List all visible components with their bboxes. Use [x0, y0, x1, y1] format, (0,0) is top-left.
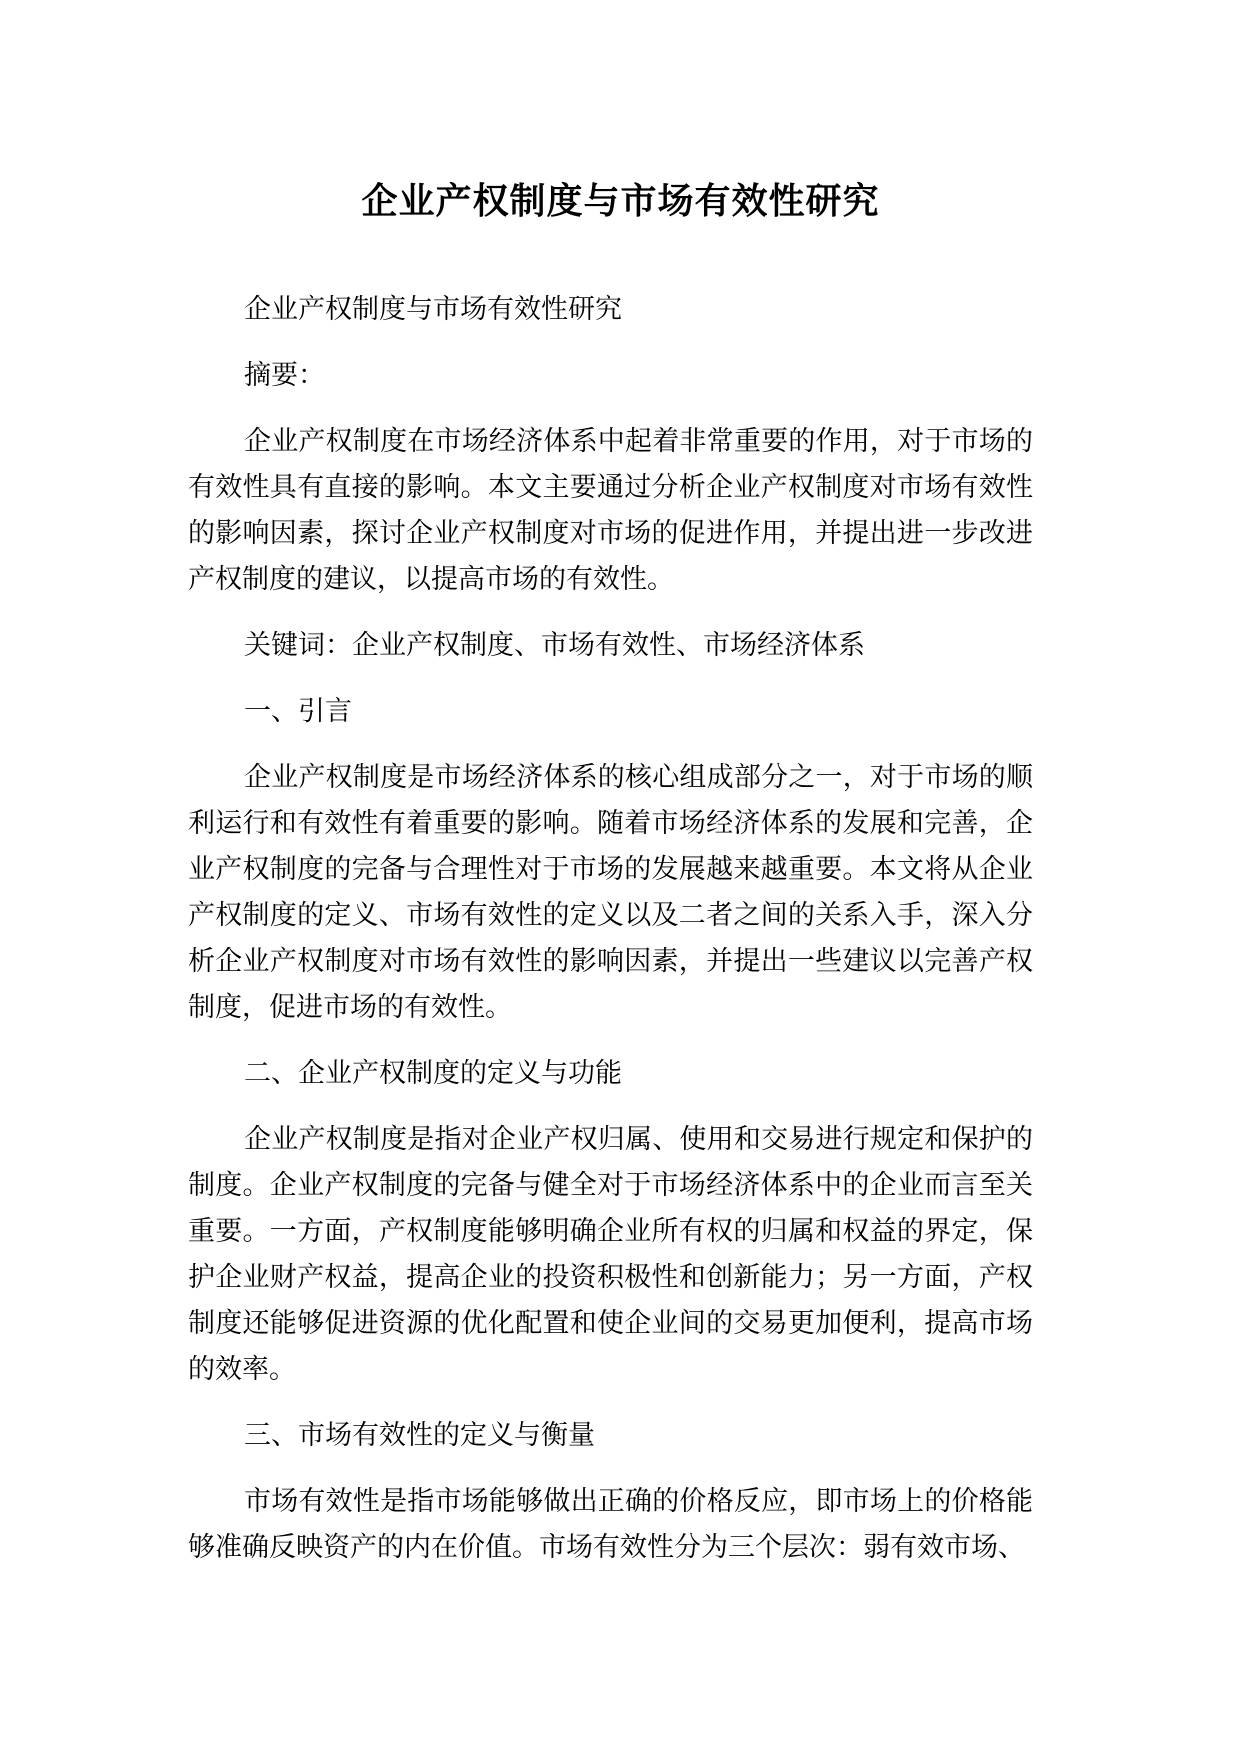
- subtitle-paragraph: 企业产权制度与市场有效性研究: [244, 294, 622, 325]
- abstract-paragraph: 企业产权制度在市场经济体系中起着非常重要的作用，对于市场的有效性具有直接的影响。本文主要通过分析企业产权制度对市场有效性的影响因素，探讨企业产权制度对市场的促进作用，并提出进一步改进产权制度的建议，以提高市场的有效性。: [188, 426, 1033, 595]
- section-heading-property-rights: 二、企业产权制度的定义与功能: [244, 1058, 622, 1089]
- document-title: 企业产权制度与市场有效性研究: [361, 181, 880, 222]
- abstract-heading: 摘要：: [244, 360, 325, 391]
- property-rights-paragraph: 企业产权制度是指对企业产权归属、使用和交易进行规定和保护的制度。企业产权制度的完备与健全对于市场经济体系中的企业而言至关重要。一方面，产权制度能够明确企业所有权的归属和权益的界定，保护企业财产权益，提高企业的投资积极性和创新能力；另一方面，产权制度还能够促进资源的优化配置和使企业间的交易更加便利，提高市场的效率。: [188, 1124, 1033, 1385]
- keywords-paragraph: 关键词：企业产权制度、市场有效性、市场经济体系: [244, 630, 865, 661]
- market-efficiency-paragraph: 市场有效性是指市场能够做出正确的价格反应，即市场上的价格能够准确反映资产的内在价值。市场有效性分为三个层次：弱有效市场、: [188, 1486, 1033, 1563]
- document-body: [188, 287, 1033, 1591]
- introduction-paragraph: 企业产权制度是市场经济体系的核心组成部分之一，对于市场的顺利运行和有效性有着重要的影响。随着市场经济体系的发展和完善，企业产权制度的完备与合理性对于市场的发展越来越重要。本文将从企业产权制度的定义、市场有效性的定义以及二者之间的关系入手，深入分析企业产权制度对市场有效性的影响因素，并提出一些建议以完善产权制度，促进市场的有效性。: [188, 762, 1033, 1023]
- section-heading-introduction: 一、引言: [244, 696, 352, 727]
- section-heading-market-efficiency: 三、市场有效性的定义与衡量: [244, 1420, 595, 1451]
